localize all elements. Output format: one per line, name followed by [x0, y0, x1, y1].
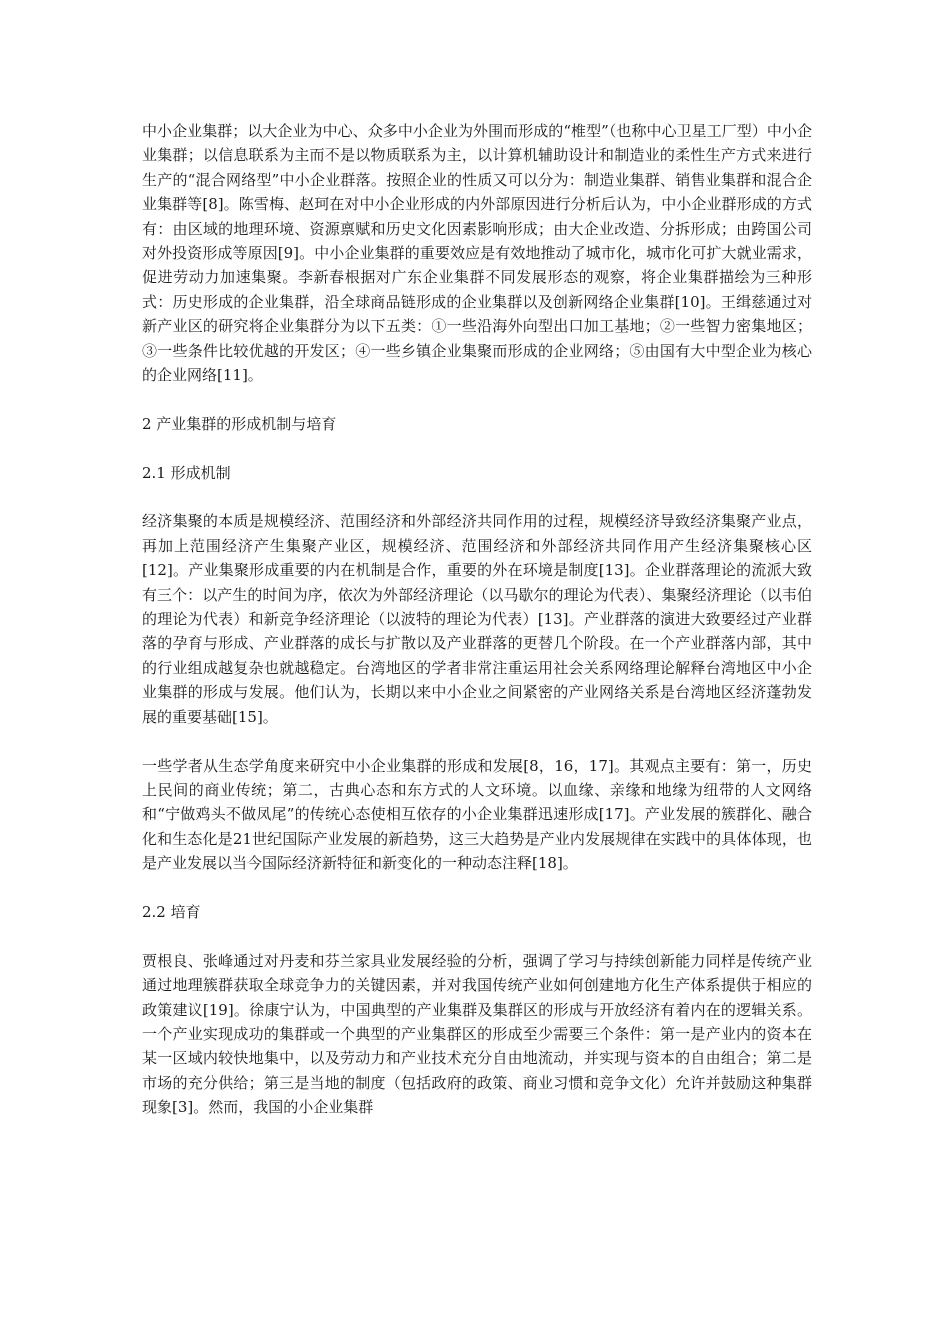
paragraph-formation-mechanism: 经济集聚的本质是规模经济、范围经济和外部经济共同作用的过程，规模经济导致经济集聚产业点，再加上范围经济产生集聚产业区，规模经济、范围经济和外部经济共同作用产生经济集聚核心区[12]。产业集聚形成重要的内在机制是合作，重要的外在环境是制度[13]。企业群落理论的流派大致有三个：以产生的时间为序，依次为外部经济理论（以马歇尔的理论为代表）、集聚经济理论（以韦伯的理论为代表）和新竞争经济理论（以波特的理论为代表）[13]。产业群落的演进大致要经过产业群落的孕育与形成、产业群落的成长与扩散以及产业群落的更替几个阶段。在一个产业群落内部，其中的行业组成越复杂也就越稳定。台湾地区的学者非常注重运用社会关系网络理论解释台湾地区中小企业集群的形成与发展。他们认为，长期以来中小企业之间紧密的产业网络关系是台湾地区经济蓬勃发展的重要基础[15]。: [142, 512, 812, 726]
document-page: [142, 119, 812, 1144]
paragraph-enterprise-cluster-types: 中小企业集群；以大企业为中心、众多中小企业为外围而形成的“椎型”（也称中心卫星工厂型）中小企业集群；以信息联系为主而不是以物质联系为主，以计算机辅助设计和制造业的柔性生产方式来进行生产的“混合网络型”中小企业群落。按照企业的性质又可以分为：制造业集群、销售业集群和混合企业集群等[8]。陈雪梅、赵珂在对中小企业形成的内外部原因进行分析后认为，中小企业群形成的方式有：由区域的地理环境、资源禀赋和历史文化因素影响形成；由大企业改造、分拆形成；由跨国公司对外投资形成等原因[9]。中小企业集群的重要效应是有效地推动了城市化，城市化可扩大就业需求，促进劳动力加速集聚。李新春根据对广东企业集群不同发展形态的观察，将企业集群描绘为三种形式：历史形成的企业集群，沿全球商品链形成的企业集群以及创新网络企业集群[10]。王缉慈通过对新产业区的研究将企业集群分为以下五类：①一些沿海外向型出口加工基地；②一些智力密集地区；③一些条件比较优越的开发区；④一些乡镇企业集聚而形成的企业网络；⑤由国有大中型企业为核心的企业网络[11]。: [142, 122, 812, 385]
paragraph-cultivation: 贾根良、张峰通过对丹麦和芬兰家具业发展经验的分析，强调了学习与持续创新能力同样是传统产业通过地理簇群获取全球竞争力的关键因素，并对我国传统产业如何创建地方化生产体系提供于相应的政策建议[19]。徐康宁认为，中国典型的产业集群及集群区的形成与开放经济有着内在的逻辑关系。一个产业实现成功的集群或一个典型的产业集群区的形成至少需要三个条件：第一是产业内的资本在某一区域内较快地集中，以及劳动力和产业技术充分自由地流动，并实现与资本的自由组合；第二是市场的充分供给；第三是当地的制度（包括政府的政策、商业习惯和竞争文化）允许并鼓励这种集群现象[3]。然而，我国的小企业集群: [142, 951, 812, 1117]
subsection-heading-2-2: 2.2 培育: [142, 902, 201, 921]
section-heading-2: 2 产业集群的形成机制与培育: [142, 414, 337, 433]
paragraph-ecology-perspective: 一些学者从生态学角度来研究中小企业集群的形成和发展[8，16，17]。其观点主要有：第一，历史上民间的商业传统；第二，古典心态和东方式的人文环境。以血缘、亲缘和地缘为纽带的人文网络和“宁做鸡头不做凤尾”的传统心态使相互依存的小企业集群迅速形成[17]。产业发展的簇群化、融合化和生态化是21世纪国际产业发展的新趋势，这三大趋势是产业内发展规律在实践中的具体体现，也是产业发展以当今国际经济新特征和新变化的一种动态注释[18]。: [142, 756, 812, 873]
subsection-heading-2-1: 2.1 形成机制: [142, 463, 231, 482]
